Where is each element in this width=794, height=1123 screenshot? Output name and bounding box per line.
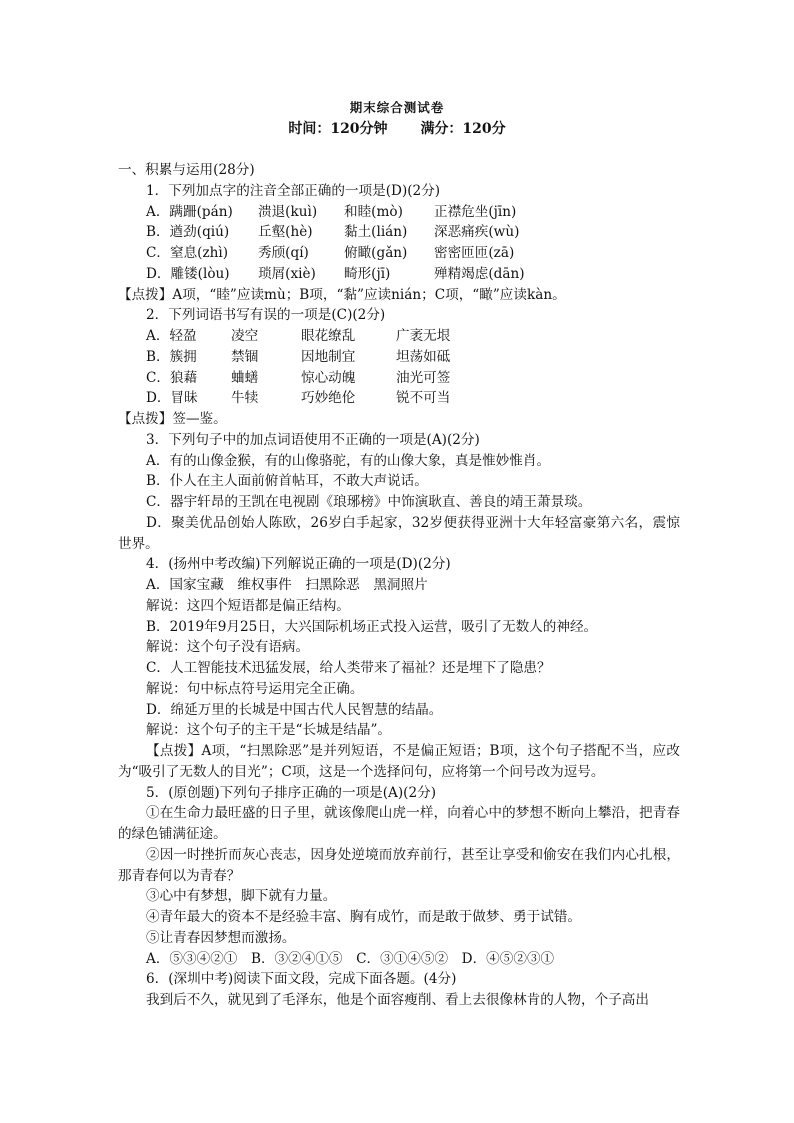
question-4-option-b: B．2019年9月25日，大兴国际机场正式投入运营，吸引了无数人的神经。 — [146, 618, 598, 635]
section-heading: 一、积累与运用(28分) — [118, 162, 255, 178]
question-1-option-d — [118, 264, 680, 285]
time-limit: 时间：120分钟 — [288, 121, 388, 137]
question-1-stem: 1．下列加点字的注音全部正确的一项是(D)(2分) — [146, 182, 441, 199]
question-1-tip: 【点拨】A项，“睦”应读mù；B项，“黏”应读nián；C项，“瞰”应读kàn。 — [118, 286, 566, 303]
option-item: B．簇拥 — [146, 348, 197, 365]
option-item: A．蹒跚(pán) — [146, 203, 233, 220]
question-4-option-d: D．绵延万里的长城是中国古代人民智慧的结晶。 — [146, 701, 443, 718]
question-5-sentence-3: ③心中有梦想，脚下就有力量。 — [146, 888, 337, 905]
full-score: 满分：120分 — [420, 121, 506, 137]
exam-content — [118, 160, 680, 1011]
option-item: 凌空 — [231, 328, 259, 344]
question-1-option-c — [118, 243, 680, 264]
option-item: 正襟危坐(jīn) — [434, 203, 517, 220]
question-4-option-a: A．国家宝藏 维权事件 扫黑除恶 黑洞照片 — [146, 577, 428, 593]
question-4-explain-c: 解说：句中标点符号运用完全正确。 — [146, 680, 364, 697]
question-2-option-a — [118, 326, 680, 347]
option-item: 秀颀(qí) — [258, 245, 309, 261]
question-4-option-c: C．人工智能技术迅猛发展，给人类带来了福祉？还是埋下了隐患？ — [146, 660, 551, 676]
option-item: 俯瞰(gǎn) — [344, 245, 408, 261]
option-item: C．窒息(zhì) — [146, 245, 229, 261]
question-3-option-b: B．仆人在主人面前俯首帖耳，不敢大声说话。 — [146, 473, 428, 490]
question-4-explain-b: 解说：这个句子没有语病。 — [146, 639, 310, 656]
option-item: 蛐蟮 — [231, 369, 259, 386]
option-item: 琐屑(xiè) — [258, 265, 316, 282]
question-4-stem: 4．(扬州中考改编)下列解说正确的一项是(D)(2分) — [146, 556, 451, 573]
option-item: 禁锢 — [231, 348, 259, 365]
option-item: 坦荡如砥 — [396, 348, 451, 365]
question-2-option-d — [118, 388, 680, 409]
question-3-option-c: C．器宇轩昂的王凯在电视剧《琅琊榜》中饰演耿直、善良的靖王萧景琰。 — [146, 494, 592, 510]
question-3-stem: 3．下列句子中的加点词语使用不正确的一项是(A)(2分) — [146, 431, 480, 448]
option-item: 深恶痛疾(wù) — [434, 224, 520, 241]
option-item: D．冒昧 — [146, 390, 198, 407]
question-5-sentence-4: ④青年最大的资本不是经验丰富、胸有成竹，而是敢于做梦、勇于试错。 — [146, 909, 581, 925]
question-3-option-d: D．聚美优品创始人陈欧，26岁白手起家，32岁便获得亚洲十大年轻富豪第六名，震惊世界。 — [118, 514, 680, 552]
option-item: 因地制宜 — [301, 348, 356, 365]
question-2-option-c — [118, 368, 680, 389]
option-item: 眼花缭乱 — [301, 328, 356, 344]
question-6-stem: 6．(深圳中考)阅读下面文段，完成下面各题。(4分) — [146, 971, 457, 988]
option-item: 广袤无垠 — [396, 328, 451, 344]
option-item: 锐不可当 — [396, 390, 451, 407]
option-item: 油光可签 — [396, 369, 451, 386]
question-4-tip: 【点拨】A项，“扫黑除恶”是并列短语，不是偏正短语；B项，这个句子搭配不当，应改为“吸引了无数人的目光”；C项，这是一个选择问句，应将第一个问号改为逗号。 — [118, 743, 680, 780]
option-item: 和睦(mò) — [344, 203, 403, 220]
option-item: D．雕镂(lòu) — [146, 265, 230, 282]
option-item: 牛犊 — [231, 390, 259, 407]
option-item: 畸形(jī) — [344, 265, 391, 282]
question-2-tip: 【点拨】签—鉴。 — [118, 411, 227, 427]
option-item: 丘壑(hè) — [258, 224, 313, 241]
exam-title: 期末综合测试卷 — [349, 100, 445, 115]
question-5-stem: 5．(原创题)下列句子排序正确的一项是(A)(2分) — [146, 784, 437, 801]
question-1-option-b — [118, 222, 680, 243]
question-4-explain-d: 解说：这个句子的主干是“长城是结晶”。 — [146, 722, 391, 739]
question-5-sentence-1: ①在生命力最旺盛的日子里，就该像爬山虎一样，向着心中的梦想不断向上攀沿，把青春的绿色铺满征途。 — [118, 805, 680, 842]
option-item: 密密匝匝(zā) — [434, 245, 515, 261]
option-item: 惊心动魄 — [301, 369, 356, 386]
option-item: 殚精竭虑(dān) — [434, 265, 525, 282]
question-5-sentence-5: ⑤让青春因梦想而激扬。 — [146, 929, 296, 946]
option-item: 巧妙绝伦 — [301, 390, 356, 407]
question-5-options: A．⑤③④②① B．③②④①⑤ C．③①④⑤② D．④⑤②③① — [146, 950, 555, 967]
question-6-passage: 我到后不久，就见到了毛泽东，他是个面容瘦削、看上去很像林肯的人物，个子高出 — [146, 992, 649, 1008]
option-item: A．轻盈 — [146, 328, 197, 344]
option-item: 黏土(lián) — [344, 224, 408, 241]
question-1-option-a — [118, 202, 680, 223]
option-item: C．狼藉 — [146, 369, 198, 386]
exam-subtitle — [0, 118, 794, 138]
option-item: 溃退(kuì) — [258, 203, 318, 220]
question-2-option-b — [118, 347, 680, 368]
question-2-stem: 2．下列词语书写有误的一项是(C)(2分) — [146, 307, 386, 324]
question-5-sentence-2: ②因一时挫折而灰心丧志，因身处逆境而放弃前行，甚至让享受和偷安在我们内心扎根，那青春何以为青春？ — [118, 846, 680, 884]
question-3-option-a: A．有的山像金猴，有的山像骆驼，有的山像大象，真是惟妙惟肖。 — [146, 452, 551, 469]
question-4-explain-a: 解说：这四个短语都是偏正结构。 — [146, 597, 350, 614]
option-item: B．遒劲(qiú) — [146, 224, 230, 241]
